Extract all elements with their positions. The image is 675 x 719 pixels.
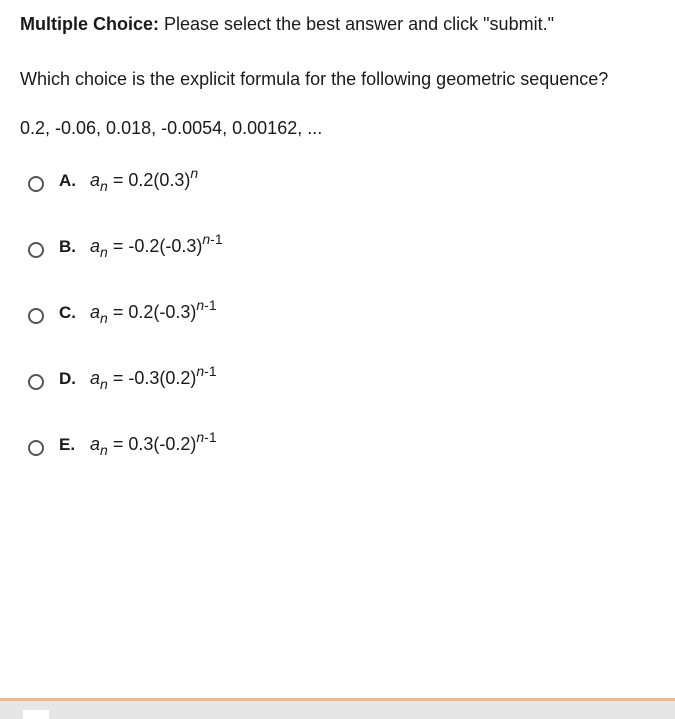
radio-button[interactable]	[28, 242, 44, 258]
choice-d[interactable]	[28, 363, 428, 404]
instruction-text: Please select the best answer and click "submit."	[159, 14, 554, 34]
choice-formula: $a_n = -0.2(-0.3)^{n-1}$	[90, 231, 223, 260]
choice-letter: C.	[59, 303, 76, 322]
choice-e[interactable]	[28, 429, 428, 470]
choice-a[interactable]	[28, 165, 428, 206]
choice-letter: D.	[59, 369, 76, 388]
question-type-label: Multiple Choice:	[20, 14, 159, 34]
choice-formula: $a_n = 0.3(-0.2)^{n-1}$	[90, 429, 217, 458]
choice-formula: $a_n = 0.2(0.3)^n$	[90, 165, 199, 194]
choice-b[interactable]	[28, 231, 428, 272]
radio-button[interactable]	[28, 308, 44, 324]
footer-button[interactable]	[23, 710, 49, 719]
sequence-text: 0.2, -0.06, 0.018, -0.0054, 0.00162, ...	[20, 118, 323, 138]
choice-c[interactable]	[28, 297, 428, 338]
question-text: Which choice is the explicit formula for the following geometric sequence?	[20, 69, 609, 89]
instruction-header	[20, 14, 554, 35]
choice-formula: $a_n = 0.2(-0.3)^{n-1}$	[90, 297, 217, 326]
radio-button[interactable]	[28, 374, 44, 390]
radio-button[interactable]	[28, 176, 44, 192]
choice-letter: B.	[59, 237, 76, 256]
choice-letter: A.	[59, 171, 76, 190]
footer-bar	[0, 701, 675, 719]
choice-letter: E.	[59, 435, 76, 454]
radio-button[interactable]	[28, 440, 44, 456]
choice-formula: $a_n = -0.3(0.2)^{n-1}$	[90, 363, 217, 392]
